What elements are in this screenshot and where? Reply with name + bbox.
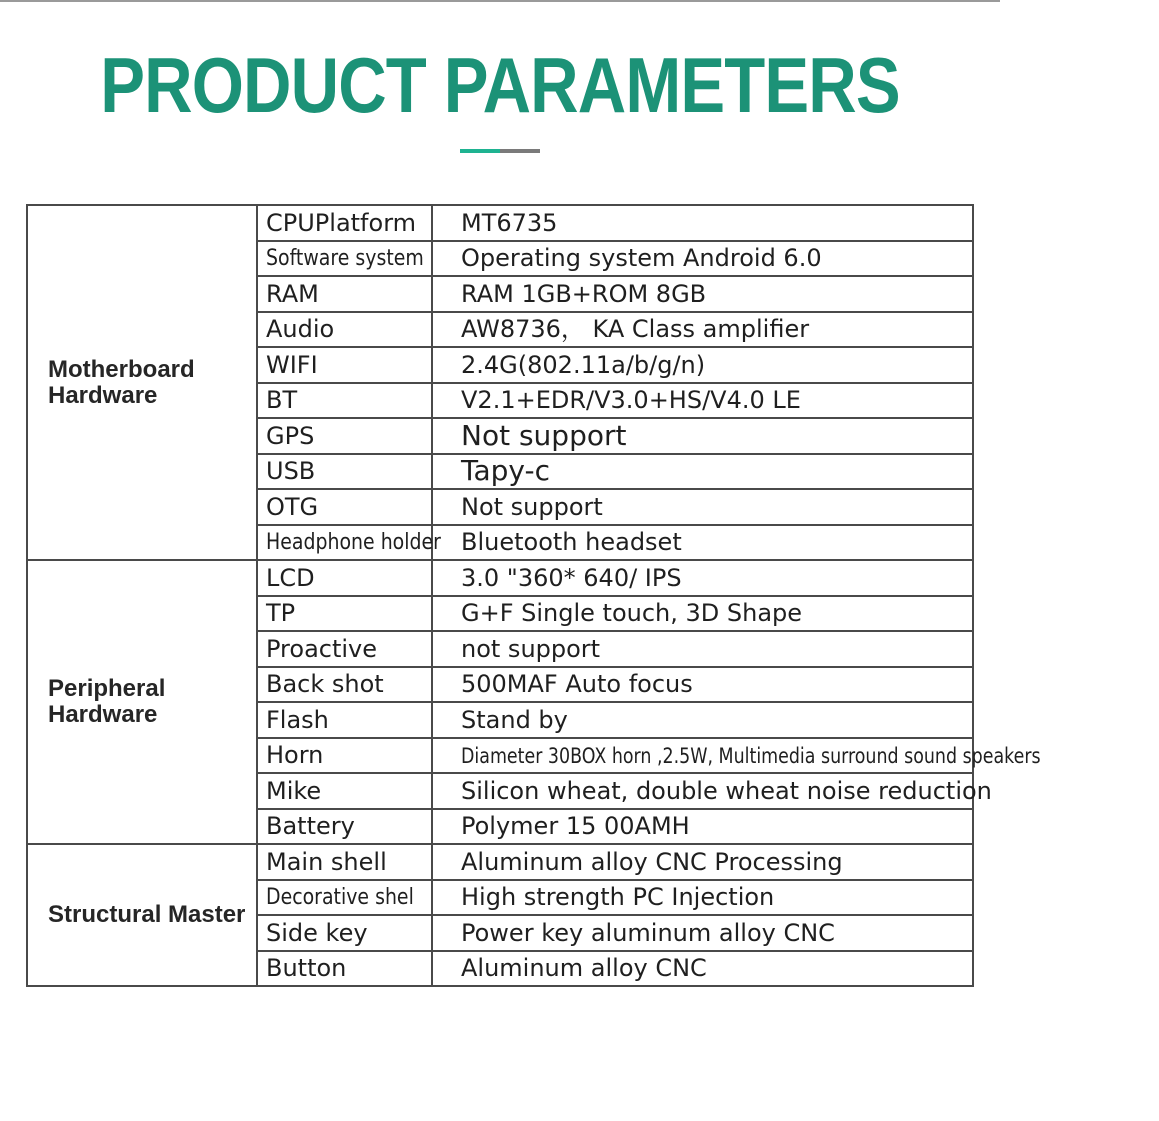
param-value: Diameter 30BOX horn ,2.5W, Multimedia surround sound speakers xyxy=(461,743,1041,768)
parameters-table xyxy=(26,204,1041,987)
param-value: High strength PC Injection xyxy=(432,880,973,916)
accent-bar-right xyxy=(500,149,540,153)
param-value: 2.4G(802.11a/b/g/n) xyxy=(432,347,973,383)
table-row xyxy=(27,205,973,241)
param-name: Mike xyxy=(257,773,432,809)
param-value: V2.1+EDR/V3.0+HS/V4.0 LE xyxy=(432,383,973,419)
param-name: USB xyxy=(257,454,432,490)
param-name: LCD xyxy=(257,560,432,596)
param-name: BT xyxy=(257,383,432,419)
param-name: Back shot xyxy=(257,667,432,703)
param-value: Aluminum alloy CNC Processing xyxy=(432,844,973,880)
param-value: Tapy-c xyxy=(432,454,973,490)
param-name: CPUPlatform xyxy=(257,205,432,241)
param-value: Polymer 15 00AMH xyxy=(432,809,973,845)
title-accent-bar xyxy=(460,149,540,153)
param-value: RAM 1GB+ROM 8GB xyxy=(432,276,973,312)
param-value: Silicon wheat, double wheat noise reduction xyxy=(432,773,973,809)
param-name: TP xyxy=(257,596,432,632)
param-value: Stand by xyxy=(432,702,973,738)
table-row xyxy=(27,844,973,880)
param-name: Headphone holder xyxy=(266,530,441,556)
param-name: Side key xyxy=(257,915,432,951)
param-value: Not support xyxy=(432,489,973,525)
param-value: Power key aluminum alloy CNC xyxy=(432,915,973,951)
top-divider xyxy=(0,0,1000,2)
param-name: Software system xyxy=(266,246,424,272)
param-name: Main shell xyxy=(257,844,432,880)
param-value: Operating system Android 6.0 xyxy=(432,241,973,277)
param-value: 500MAF Auto focus xyxy=(432,667,973,703)
param-value: 3.0 "360* 640/ IPS xyxy=(432,560,973,596)
param-name: OTG xyxy=(257,489,432,525)
param-name: Battery xyxy=(257,809,432,845)
param-value: Bluetooth headset xyxy=(432,525,973,561)
param-value: MT6735 xyxy=(432,205,973,241)
group-label-peripheral-hardware: Peripheral Hardware xyxy=(27,560,257,844)
param-name: WIFI xyxy=(257,347,432,383)
param-name: RAM xyxy=(257,276,432,312)
param-value: not support xyxy=(432,631,973,667)
group-label-structural-master: Structural Master xyxy=(27,844,257,986)
param-value: G+F Single touch, 3D Shape xyxy=(432,596,973,632)
param-name: GPS xyxy=(257,418,432,454)
param-name: Horn xyxy=(257,738,432,774)
param-name: Flash xyxy=(257,702,432,738)
group-label-motherboard-hardware: Motherboard Hardware xyxy=(27,205,257,560)
param-value: Aluminum alloy CNC xyxy=(432,951,973,987)
accent-bar-left xyxy=(460,149,500,153)
param-name: Audio xyxy=(257,312,432,348)
param-name: Decorative shel xyxy=(266,885,414,911)
param-value: Not support xyxy=(432,418,973,454)
page-title: PRODUCT PARAMETERS xyxy=(100,41,900,129)
param-name: Proactive xyxy=(257,631,432,667)
param-name: Button xyxy=(257,951,432,987)
param-value: AW8736， KA Class amplifier xyxy=(432,312,973,348)
table-row xyxy=(27,560,973,596)
